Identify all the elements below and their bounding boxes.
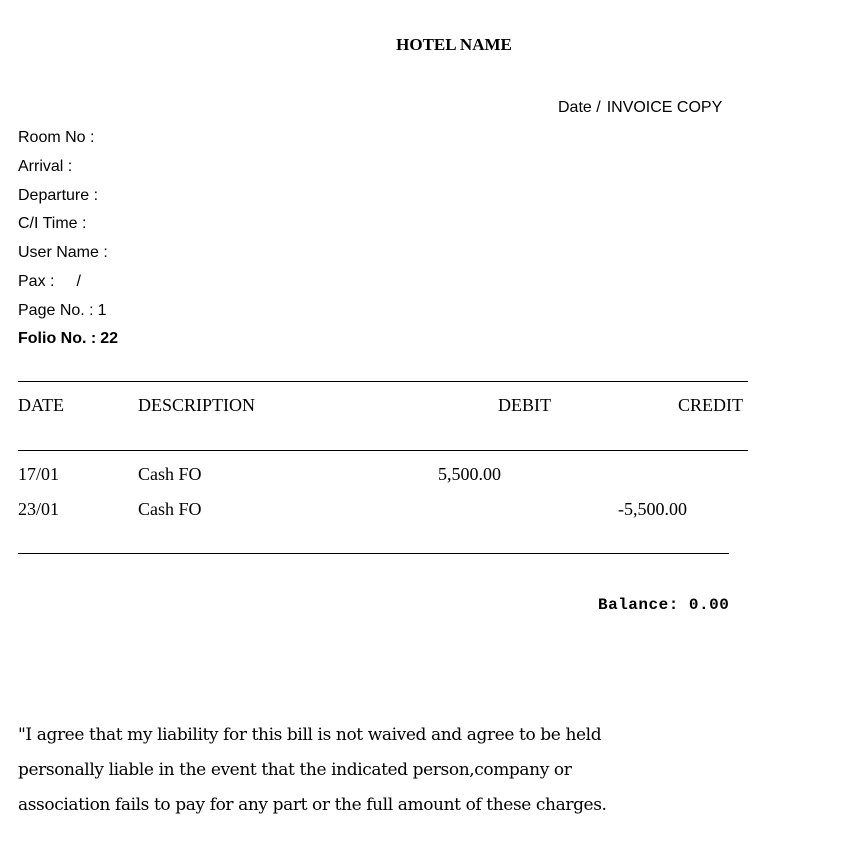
page-no-value: 1: [97, 302, 107, 319]
folio-no-label: Folio No. :: [18, 330, 97, 347]
balance-value: 0.00: [688, 596, 730, 614]
folio-no-value: 22: [100, 330, 118, 347]
row-description: Cash FO: [138, 464, 202, 484]
user-name-line: [18, 244, 112, 262]
table-bottom-rule: [18, 553, 729, 554]
page-no-label: Page No. :: [18, 302, 94, 319]
invoice-copy-label: INVOICE COPY: [606, 99, 723, 116]
row-date: 17/01: [18, 464, 60, 484]
departure-label: Departure :: [18, 187, 99, 204]
balance-label: Balance:: [598, 596, 679, 614]
date-label: Date /: [558, 99, 601, 116]
column-header-description: DESCRIPTION: [138, 395, 256, 415]
pax-label: Pax :: [18, 273, 55, 290]
folio-no-line: [18, 330, 118, 348]
disclaimer-line: association fails to pay for any part or the full amount of these charges.: [18, 795, 607, 815]
row-debit: 5,500.00: [438, 464, 501, 484]
row-description: Cash FO: [138, 499, 202, 519]
pax-value: /: [76, 273, 81, 290]
room-no-label: Room No :: [18, 129, 95, 146]
hotel-name: HOTEL NAME: [396, 35, 512, 54]
column-header-date: DATE: [18, 395, 64, 415]
balance: [598, 596, 729, 614]
column-header-debit: DEBIT: [498, 395, 551, 415]
row-credit: -5,500.00: [618, 499, 687, 519]
arrival-line: [18, 158, 76, 176]
arrival-label: Arrival :: [18, 158, 73, 175]
disclaimer-line: "I agree that my liability for this bill is not waived and agree to be held: [18, 725, 602, 745]
room-no-line: [18, 129, 98, 147]
checkin-time-label: C/I Time :: [18, 215, 87, 232]
page-no-line: [18, 302, 107, 320]
checkin-time-line: [18, 215, 90, 233]
pax-line: [18, 273, 81, 291]
column-header-credit: CREDIT: [678, 395, 743, 415]
invoice-date-copy: [558, 99, 722, 117]
row-date: 23/01: [18, 499, 60, 519]
disclaimer-line: personally liable in the event that the indicated person,company or: [18, 760, 572, 780]
table-header-rule: [18, 450, 748, 451]
liability-disclaimer: [18, 718, 658, 823]
departure-line: [18, 187, 102, 205]
table-top-rule: [18, 381, 748, 382]
user-name-label: User Name :: [18, 244, 108, 261]
